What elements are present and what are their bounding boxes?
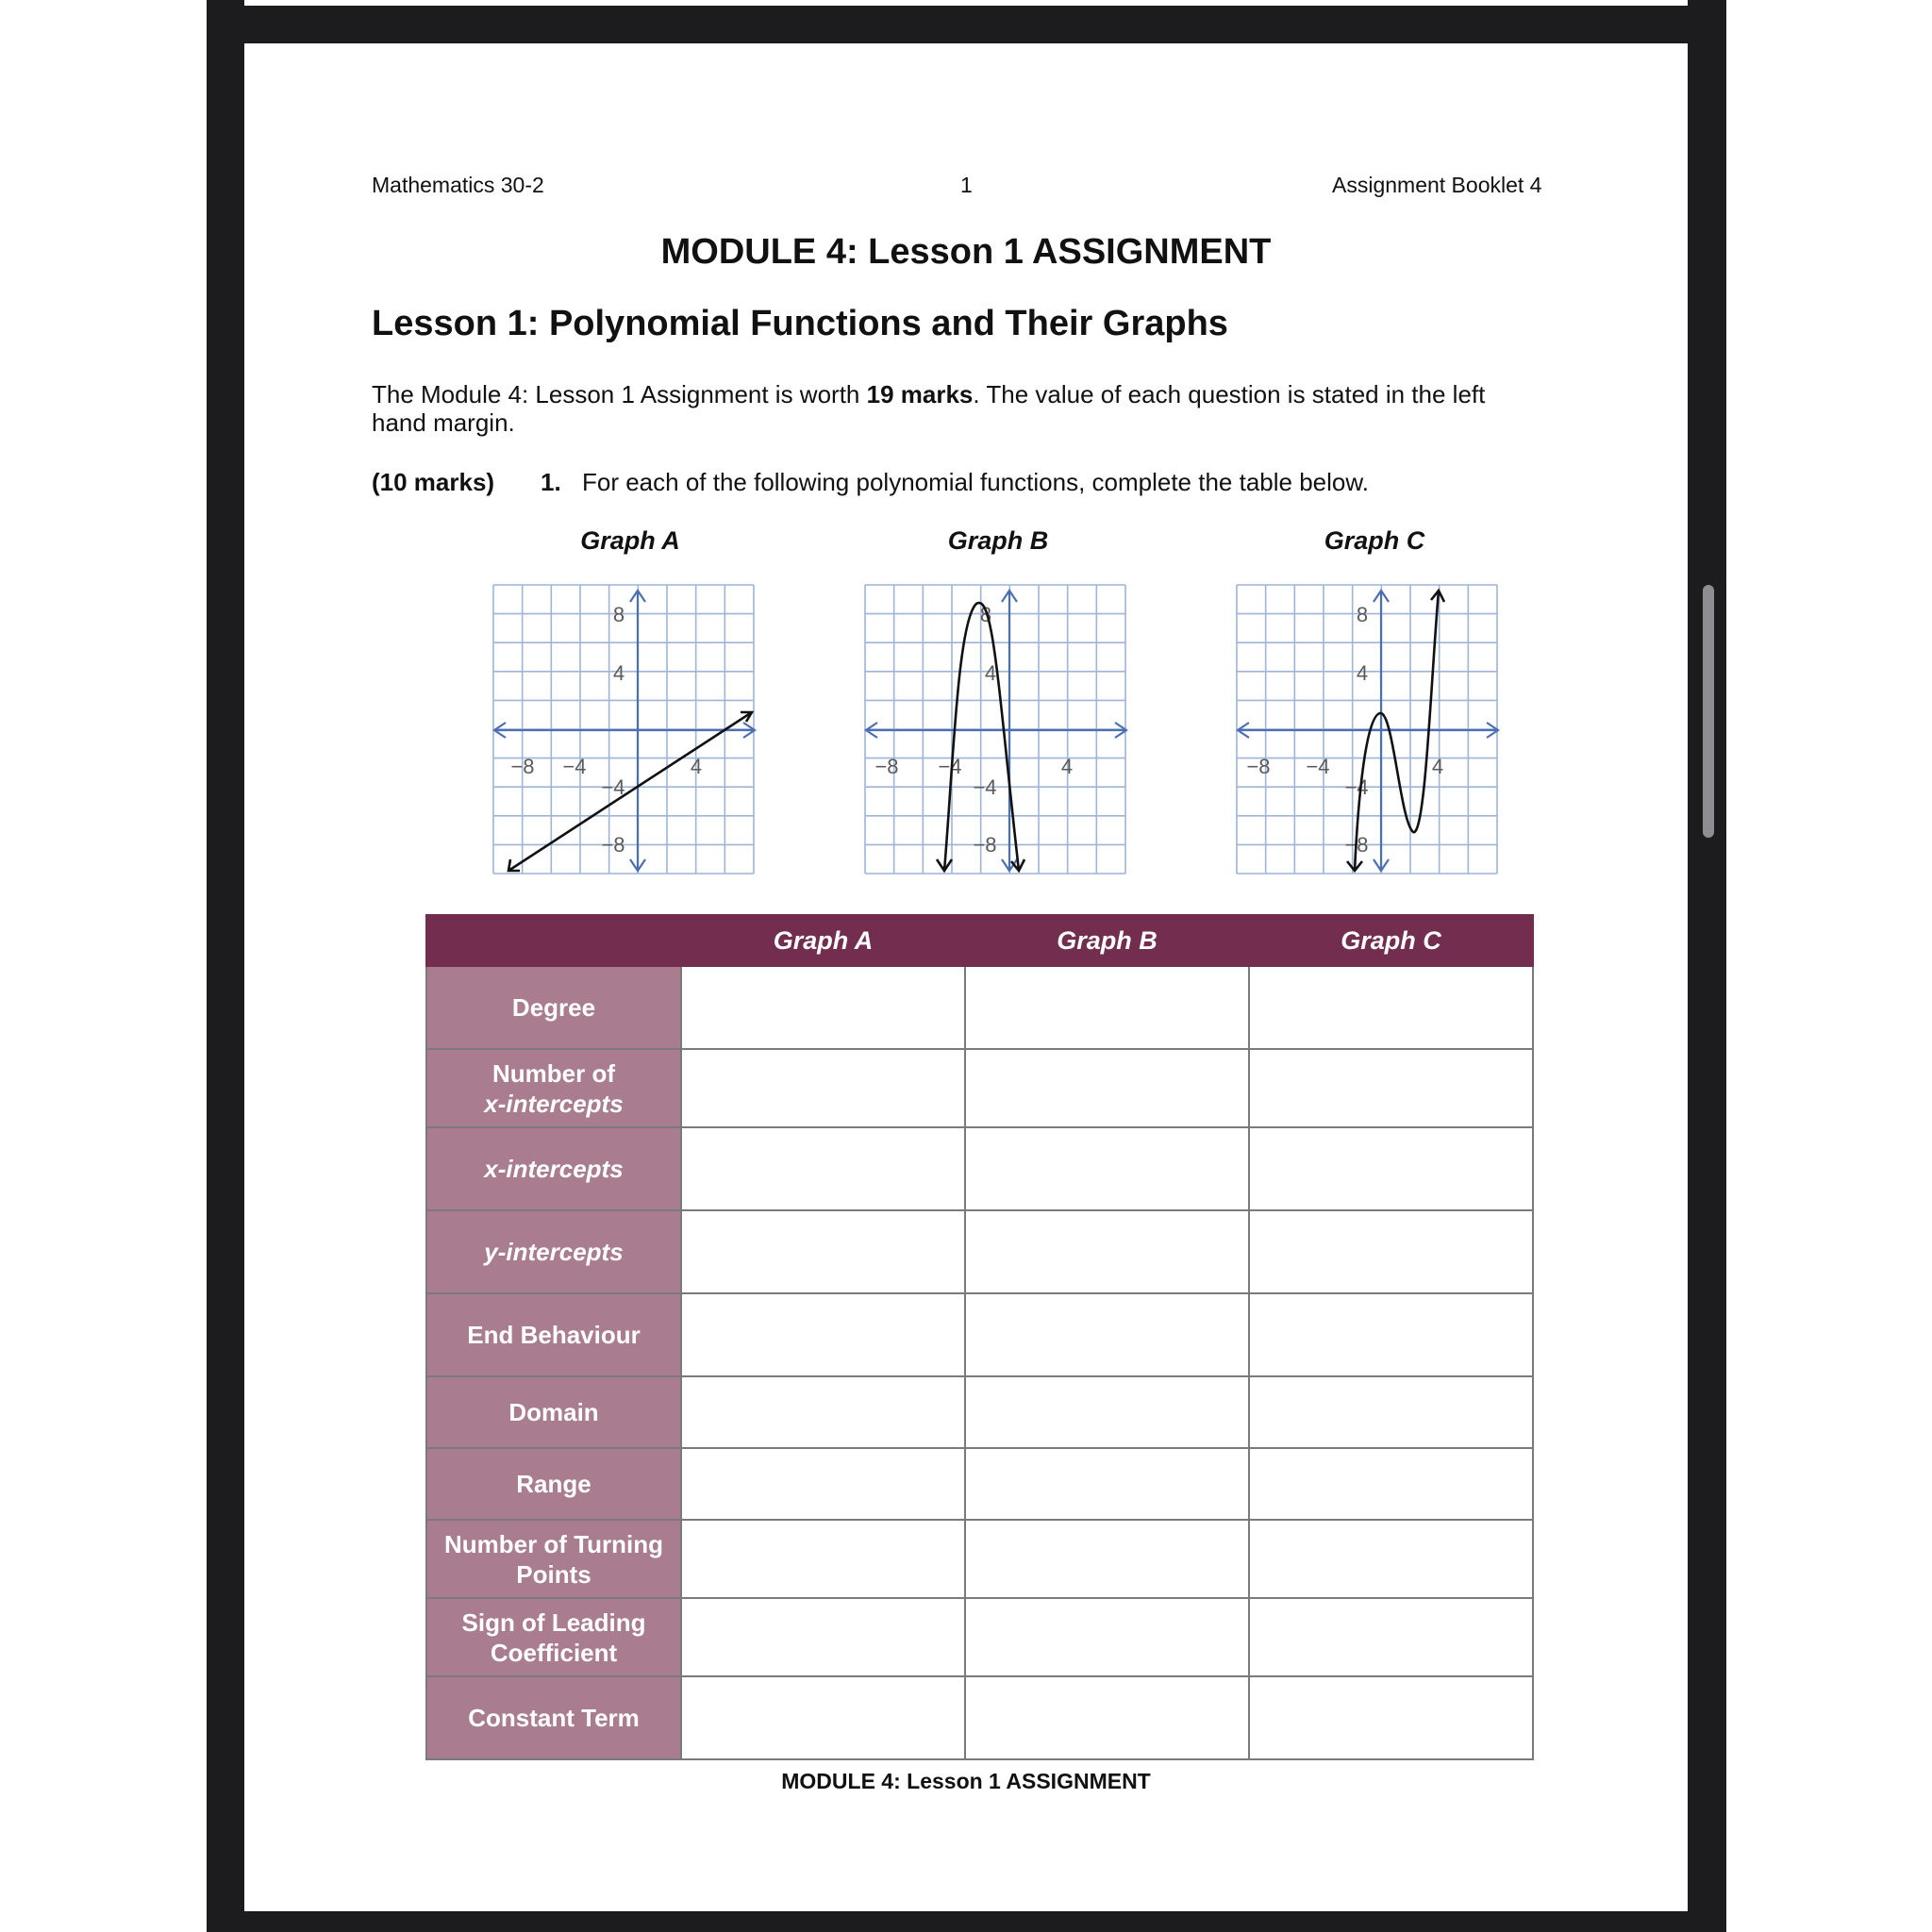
graph-c-tick-y-8: 8 — [1356, 603, 1369, 626]
header-booklet: Assignment Booklet 4 — [1332, 173, 1542, 197]
column-header-graph-b: Graph B — [965, 915, 1249, 966]
graph-c-tick-x-neg8: −8 — [1246, 755, 1271, 778]
row-label-text: Domain — [508, 1398, 599, 1426]
row-label-x-intercepts — [426, 1127, 681, 1210]
graph-c-tick-y-neg4: −4 — [1344, 775, 1369, 799]
graph-a-tick-y-neg4: −4 — [601, 775, 625, 799]
graph-a-tick-y-8: 8 — [612, 603, 625, 626]
row-label-degree — [426, 966, 681, 1049]
answer-cell[interactable] — [681, 1376, 965, 1448]
answer-cell[interactable] — [1249, 1676, 1533, 1759]
lesson-heading: Lesson 1: Polynomial Functions and Their Graphs — [372, 304, 1228, 343]
answer-cell[interactable] — [681, 1293, 965, 1376]
graph-c-tick-x-4: 4 — [1431, 755, 1444, 778]
header-page-number: 1 — [960, 173, 973, 197]
page-title: MODULE 4: Lesson 1 ASSIGNMENT — [660, 232, 1272, 272]
table-row — [426, 1598, 1533, 1676]
row-label-text-line2: x-intercepts — [484, 1089, 624, 1118]
graph-c-tick-x-neg4: −4 — [1306, 755, 1330, 778]
graph-a-tick-x-neg8: −8 — [510, 755, 535, 778]
page-footer: MODULE 4: Lesson 1 ASSIGNMENT — [781, 1769, 1151, 1793]
answer-cell[interactable] — [965, 1598, 1249, 1676]
graph-b-tick-y-neg4: −4 — [973, 775, 997, 799]
answer-cell[interactable] — [965, 1376, 1249, 1448]
vertical-scrollbar[interactable] — [1703, 585, 1714, 838]
row-label-text-line2: Points — [516, 1559, 591, 1589]
table-corner-cell — [426, 915, 681, 966]
column-header-graph-c: Graph C — [1249, 915, 1533, 966]
row-label-text: Sign of Leading — [461, 1607, 646, 1637]
intro-paragraph — [372, 380, 1532, 437]
answer-cell[interactable] — [1249, 1598, 1533, 1676]
row-label-text: x-intercepts — [484, 1155, 624, 1183]
intro-marks-total: 19 marks — [866, 380, 974, 408]
row-label-text: Range — [516, 1470, 591, 1498]
graph-a-line — [508, 712, 752, 871]
row-label-turning-points — [426, 1520, 681, 1598]
graph-c-label: Graph C — [1324, 526, 1425, 555]
table-row — [426, 1049, 1533, 1127]
table-row — [426, 1293, 1533, 1376]
answer-cell[interactable] — [1249, 1520, 1533, 1598]
row-label-text: y-intercepts — [484, 1238, 624, 1266]
graph-a-tick-x-neg4: −4 — [562, 755, 587, 778]
answer-cell[interactable] — [681, 966, 965, 1049]
row-label-domain — [426, 1376, 681, 1448]
header-course: Mathematics 30-2 — [372, 173, 544, 197]
answer-cell[interactable] — [1249, 1210, 1533, 1293]
intro-text-start: The Module 4: Lesson 1 Assignment is worth — [372, 380, 867, 408]
row-label-text: Number of Turning — [443, 1529, 664, 1558]
answer-table — [425, 914, 1534, 1760]
graph-b — [863, 583, 1129, 875]
row-label-end-behaviour — [426, 1293, 681, 1376]
graph-a-label: Graph A — [580, 526, 680, 555]
row-label-text: Constant Term — [468, 1704, 640, 1732]
row-label-text-line2: Coefficient — [490, 1638, 618, 1667]
table-row — [426, 1127, 1533, 1210]
answer-cell[interactable] — [1249, 1293, 1533, 1376]
table-row — [426, 1676, 1533, 1759]
answer-cell[interactable] — [681, 1598, 965, 1676]
table-row — [426, 1448, 1533, 1520]
graph-b-tick-y-4: 4 — [984, 661, 997, 685]
graph-a-tick-y-neg8: −8 — [601, 833, 625, 857]
row-label-y-intercepts — [426, 1210, 681, 1293]
question-number: 1. — [541, 468, 561, 496]
graph-b-tick-y-8: 8 — [979, 603, 992, 626]
graph-a — [491, 583, 758, 875]
question-text: For each of the following polynomial functions, complete the table below. — [582, 468, 1369, 496]
answer-cell[interactable] — [681, 1448, 965, 1520]
answer-cell[interactable] — [1249, 1448, 1533, 1520]
row-label-text: Number of — [492, 1058, 615, 1088]
answer-cell[interactable] — [965, 1676, 1249, 1759]
question-marks: (10 marks) — [372, 468, 495, 496]
table-header-row — [426, 915, 1533, 966]
answer-cell[interactable] — [965, 1293, 1249, 1376]
graph-c — [1235, 583, 1501, 875]
row-label-number-of-x-intercepts — [426, 1049, 681, 1127]
answer-cell[interactable] — [1249, 1376, 1533, 1448]
graph-b-tick-x-neg4: −4 — [938, 755, 962, 778]
answer-cell[interactable] — [1249, 966, 1533, 1049]
graph-c-tick-y-neg8: −8 — [1344, 833, 1369, 857]
row-label-sign-of-leading-coefficient — [426, 1598, 681, 1676]
answer-cell[interactable] — [681, 1676, 965, 1759]
table-row — [426, 1520, 1533, 1598]
answer-cell[interactable] — [965, 1049, 1249, 1127]
column-header-graph-a: Graph A — [681, 915, 965, 966]
answer-cell[interactable] — [965, 966, 1249, 1049]
graph-a-tick-y-4: 4 — [612, 661, 625, 685]
graph-b-tick-y-neg8: −8 — [973, 833, 997, 857]
answer-cell[interactable] — [681, 1049, 965, 1127]
graph-b-tick-x-neg8: −8 — [874, 755, 899, 778]
row-label-constant-term — [426, 1676, 681, 1759]
table-row — [426, 1210, 1533, 1293]
answer-cell[interactable] — [965, 1520, 1249, 1598]
row-label-range — [426, 1448, 681, 1520]
graph-b-tick-x-4: 4 — [1060, 755, 1074, 778]
answer-cell[interactable] — [965, 1448, 1249, 1520]
graph-a-tick-x-4: 4 — [690, 755, 703, 778]
answer-cell[interactable] — [681, 1127, 965, 1210]
answer-cell[interactable] — [1249, 1049, 1533, 1127]
answer-cell[interactable] — [965, 1127, 1249, 1210]
graph-b-label: Graph B — [947, 526, 1049, 555]
answer-cell[interactable] — [681, 1210, 965, 1293]
answer-cell[interactable] — [681, 1520, 965, 1598]
answer-cell[interactable] — [965, 1210, 1249, 1293]
intro-text-end: . The value of each question is stated in the left hand margin. — [372, 380, 1486, 437]
row-label-text: Degree — [511, 993, 596, 1022]
row-label-text: End Behaviour — [467, 1321, 641, 1349]
previous-page-edge — [244, 0, 1688, 6]
table-row — [426, 966, 1533, 1049]
answer-cell[interactable] — [1249, 1127, 1533, 1210]
graph-c-tick-y-4: 4 — [1356, 661, 1369, 685]
table-row — [426, 1376, 1533, 1448]
